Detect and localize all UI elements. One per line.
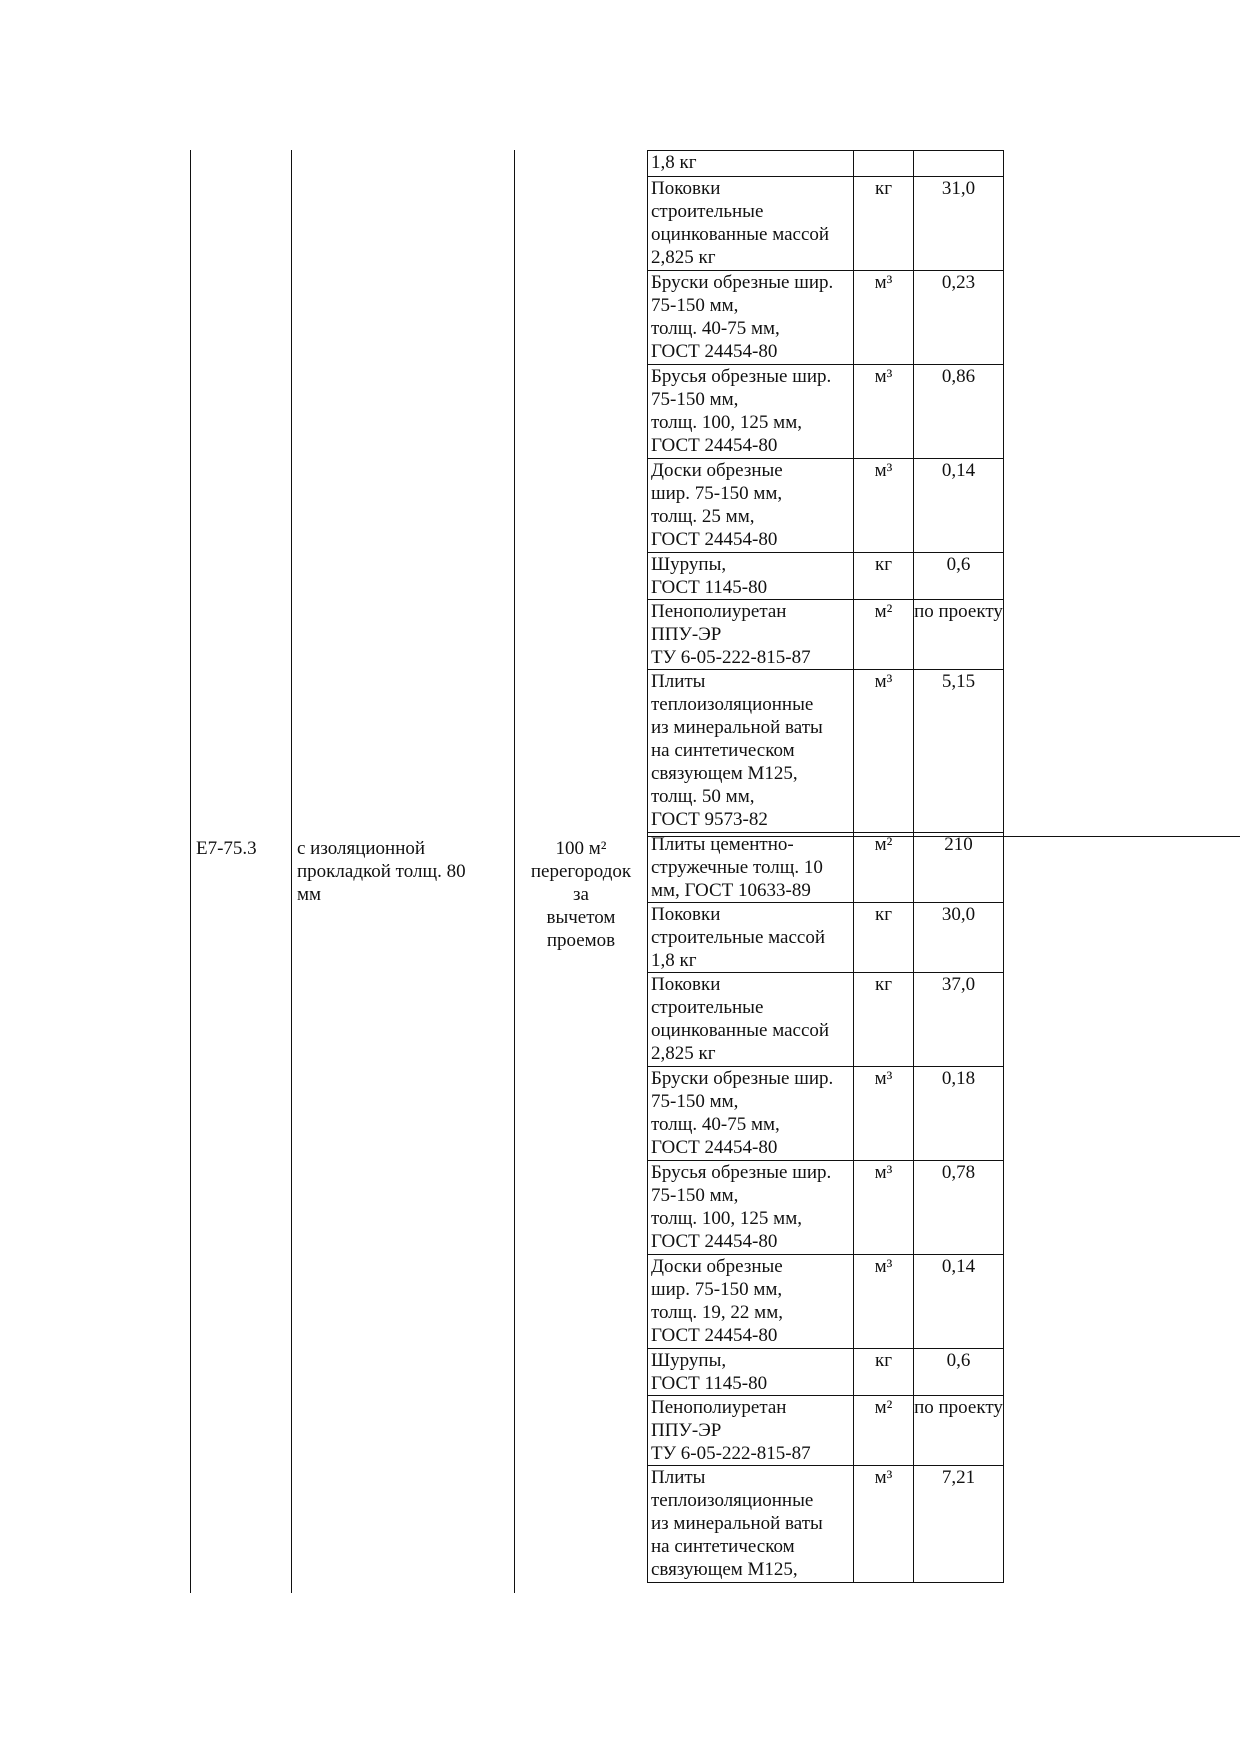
meter-cell (516, 837, 646, 952)
resource-name-cell (648, 670, 854, 833)
resource-name-line: на синтетическом (651, 1536, 795, 1557)
quantity-cell (914, 177, 1004, 271)
unit-cell (854, 1396, 914, 1466)
code-cell (196, 837, 288, 860)
unit-cell (854, 600, 914, 670)
quantity-text: 0,6 (946, 1350, 971, 1371)
unit-cell (854, 271, 914, 365)
quantity-cell (914, 1466, 1004, 1583)
resource-name-line: Доски обрезные (651, 460, 783, 481)
resource-row (648, 1067, 1004, 1161)
resource-name-line: Пенополиуретан (651, 1397, 787, 1418)
quantity-cell (914, 1396, 1004, 1466)
resource-row (648, 833, 1004, 903)
meter-line: перегородок (530, 861, 632, 882)
quantity-cell (914, 151, 1004, 177)
resource-name-line: 75-150 мм, (651, 1185, 739, 1206)
resource-name-line: Брусья обрезные шир. (651, 1162, 832, 1183)
quantity-cell (914, 1161, 1004, 1255)
resource-name-cell (648, 1067, 854, 1161)
unit-text: кг (874, 974, 893, 995)
resource-name-line: мм, ГОСТ 10633-89 (651, 880, 811, 901)
resource-name-line: Поковки (651, 974, 721, 995)
resource-name-line: ГОСТ 24454-80 (651, 341, 778, 362)
resource-row (648, 903, 1004, 973)
quantity-cell (914, 833, 1004, 903)
unit-text: м³ (874, 1256, 893, 1277)
unit-cell (854, 903, 914, 973)
quantity-cell (914, 600, 1004, 670)
resource-name-line: Бруски обрезные шир. (651, 1068, 834, 1089)
resource-row (648, 670, 1004, 833)
resource-name-line: строительные (651, 997, 764, 1018)
resource-row (648, 1349, 1004, 1396)
unit-cell (854, 1255, 914, 1349)
column-rule-code (190, 150, 191, 1593)
resource-name-line: толщ. 100, 125 мм, (651, 1208, 802, 1229)
resource-name-line: ГОСТ 24454-80 (651, 1325, 778, 1346)
resource-row (648, 151, 1004, 177)
resource-name-line: толщ. 40-75 мм, (651, 318, 780, 339)
resource-name-line: Пенополиуретан (651, 601, 787, 622)
unit-text: кг (874, 904, 893, 925)
name-line: с изоляционной (297, 838, 426, 859)
resource-row (648, 365, 1004, 459)
quantity-cell (914, 1255, 1004, 1349)
resource-name-line: 75-150 мм, (651, 389, 739, 410)
resource-name-cell (648, 833, 854, 903)
resource-name-cell (648, 1466, 854, 1583)
resource-row (648, 1396, 1004, 1466)
resource-name-line: Плиты цементно- (651, 834, 794, 855)
resource-name-line: на синтетическом (651, 740, 795, 761)
meter-line: вычетом (546, 907, 616, 928)
unit-text: м³ (874, 1162, 893, 1183)
resource-name-line: 75-150 мм, (651, 1091, 739, 1112)
quantity-cell (914, 670, 1004, 833)
quantity-text: 0,14 (941, 1256, 976, 1277)
unit-cell (854, 553, 914, 600)
resource-row (648, 1161, 1004, 1255)
resource-name-line: толщ. 100, 125 мм, (651, 412, 802, 433)
resource-name-cell (648, 151, 854, 177)
resource-row (648, 271, 1004, 365)
quantity-text: 0,86 (941, 366, 976, 387)
unit-text: м² (874, 1397, 893, 1418)
resource-row (648, 973, 1004, 1067)
meter-line: 100 м² (555, 838, 607, 859)
quantity-text: 37,0 (941, 974, 976, 995)
quantity-cell (914, 365, 1004, 459)
name-line: мм (297, 884, 322, 905)
quantity-text: 0,23 (941, 272, 976, 293)
resource-name-line: ТУ 6-05-222-815-87 (651, 647, 811, 668)
quantity-cell (914, 973, 1004, 1067)
resource-name-line: Поковки (651, 178, 721, 199)
resource-name-line: шир. 75-150 мм, (651, 483, 783, 504)
resource-name-line: ГОСТ 24454-80 (651, 435, 778, 456)
unit-text: м³ (874, 272, 893, 293)
resource-name-line: ГОСТ 24454-80 (651, 529, 778, 550)
resource-name-cell (648, 365, 854, 459)
unit-cell (854, 833, 914, 903)
resource-row (648, 553, 1004, 600)
quantity-cell (914, 1349, 1004, 1396)
resource-name-line: теплоизоляционные (651, 1490, 814, 1511)
quantity-cell (914, 459, 1004, 553)
unit-text: кг (874, 1350, 893, 1371)
quantity-text: 7,21 (941, 1467, 976, 1488)
unit-text: м³ (874, 1068, 893, 1089)
resource-name-cell (648, 973, 854, 1067)
resource-row (648, 177, 1004, 271)
meter-line: за (573, 884, 589, 905)
resource-name-line: связующем М125, (651, 1559, 798, 1580)
quantity-cell (914, 553, 1004, 600)
resource-name-cell (648, 1349, 854, 1396)
unit-text: м² (874, 834, 893, 855)
resource-name-line: Бруски обрезные шир. (651, 272, 834, 293)
column-rule-name (291, 150, 292, 1593)
resource-name-cell (648, 1396, 854, 1466)
unit-cell (854, 151, 914, 177)
unit-cell (854, 1349, 914, 1396)
resource-name-line: из минеральной ваты (651, 717, 823, 738)
quantity-text: 0,14 (941, 460, 976, 481)
resource-name-cell (648, 903, 854, 973)
resource-name-line: ГОСТ 9573-82 (651, 809, 768, 830)
resource-name-line: Поковки (651, 904, 721, 925)
resource-name-cell (648, 271, 854, 365)
unit-text: кг (874, 554, 893, 575)
resource-row (648, 1466, 1004, 1583)
quantity-text: 210 (944, 834, 973, 855)
resource-name-line: из минеральной ваты (651, 1513, 823, 1534)
resource-name-line: толщ. 25 мм, (651, 506, 755, 527)
resource-row (648, 459, 1004, 553)
quantity-text: 30,0 (941, 904, 976, 925)
resource-name-line: 75-150 мм, (651, 295, 739, 316)
resource-name-line: шир. 75-150 мм, (651, 1279, 783, 1300)
resource-name-line: ГОСТ 24454-80 (651, 1231, 778, 1252)
resource-name-line: 1,8 кг (651, 152, 697, 173)
resource-name-line: оцинкованные массой (651, 1020, 830, 1041)
resource-name-line: 2,825 кг (651, 1043, 716, 1064)
resource-name-line: толщ. 40-75 мм, (651, 1114, 780, 1135)
unit-cell (854, 459, 914, 553)
resource-name-line: Шурупы, (651, 1350, 727, 1371)
unit-cell (854, 177, 914, 271)
resource-name-line: ГОСТ 1145-80 (651, 577, 768, 598)
unit-cell (854, 365, 914, 459)
unit-text: м³ (874, 1467, 893, 1488)
unit-text: м³ (874, 366, 893, 387)
quantity-text: по проекту (914, 1397, 1003, 1418)
unit-cell (854, 1466, 914, 1583)
resource-name-line: строительные массой (651, 927, 825, 948)
quantity-text: 31,0 (941, 178, 976, 199)
resource-name-cell (648, 459, 854, 553)
resource-name-line: теплоизоляционные (651, 694, 814, 715)
quantity-text: 5,15 (941, 671, 976, 692)
resource-name-line: 2,825 кг (651, 247, 716, 268)
quantity-text: 0,18 (941, 1068, 976, 1089)
resource-row (648, 600, 1004, 670)
code-text: Е7-75.3 (196, 838, 257, 859)
resource-name-line: Брусья обрезные шир. (651, 366, 832, 387)
quantity-text: 0,78 (941, 1162, 976, 1183)
resource-name-line: связующем М125, (651, 763, 798, 784)
resource-name-line: ППУ-ЭР (651, 1420, 722, 1441)
unit-cell (854, 670, 914, 833)
unit-text: м³ (874, 671, 893, 692)
resource-name-line: толщ. 19, 22 мм, (651, 1302, 783, 1323)
resource-name-cell (648, 177, 854, 271)
quantity-cell (914, 271, 1004, 365)
column-rule-meter (514, 150, 515, 1593)
resource-name-line: ППУ-ЭР (651, 624, 722, 645)
quantity-text: 0,6 (946, 554, 971, 575)
unit-text: м³ (874, 460, 893, 481)
name-cell (297, 837, 511, 906)
resource-name-line: толщ. 50 мм, (651, 786, 755, 807)
unit-cell (854, 973, 914, 1067)
quantity-text: по проекту (914, 601, 1003, 622)
resource-name-line: Плиты (651, 671, 706, 692)
resource-name-line: 1,8 кг (651, 950, 697, 971)
meter-line: проемов (546, 930, 616, 951)
quantity-cell (914, 1067, 1004, 1161)
name-line: прокладкой толщ. 80 (297, 861, 466, 882)
resource-name-cell (648, 600, 854, 670)
resource-name-line: ГОСТ 24454-80 (651, 1137, 778, 1158)
resource-row (648, 1255, 1004, 1349)
unit-text: м² (874, 601, 893, 622)
resource-name-line: строительные (651, 201, 764, 222)
quantity-cell (914, 903, 1004, 973)
resource-name-line: ГОСТ 1145-80 (651, 1373, 768, 1394)
resource-name-cell (648, 1161, 854, 1255)
resource-name-cell (648, 553, 854, 600)
resource-name-line: Плиты (651, 1467, 706, 1488)
resource-name-cell (648, 1255, 854, 1349)
unit-cell (854, 1067, 914, 1161)
resource-name-line: Доски обрезные (651, 1256, 783, 1277)
resource-name-line: оцинкованные массой (651, 224, 830, 245)
resources-table (647, 150, 1004, 1583)
resource-name-line: стружечные толщ. 10 (651, 857, 823, 878)
unit-cell (854, 1161, 914, 1255)
resource-name-line: Шурупы, (651, 554, 727, 575)
unit-text: кг (874, 178, 893, 199)
resource-name-line: ТУ 6-05-222-815-87 (651, 1443, 811, 1464)
